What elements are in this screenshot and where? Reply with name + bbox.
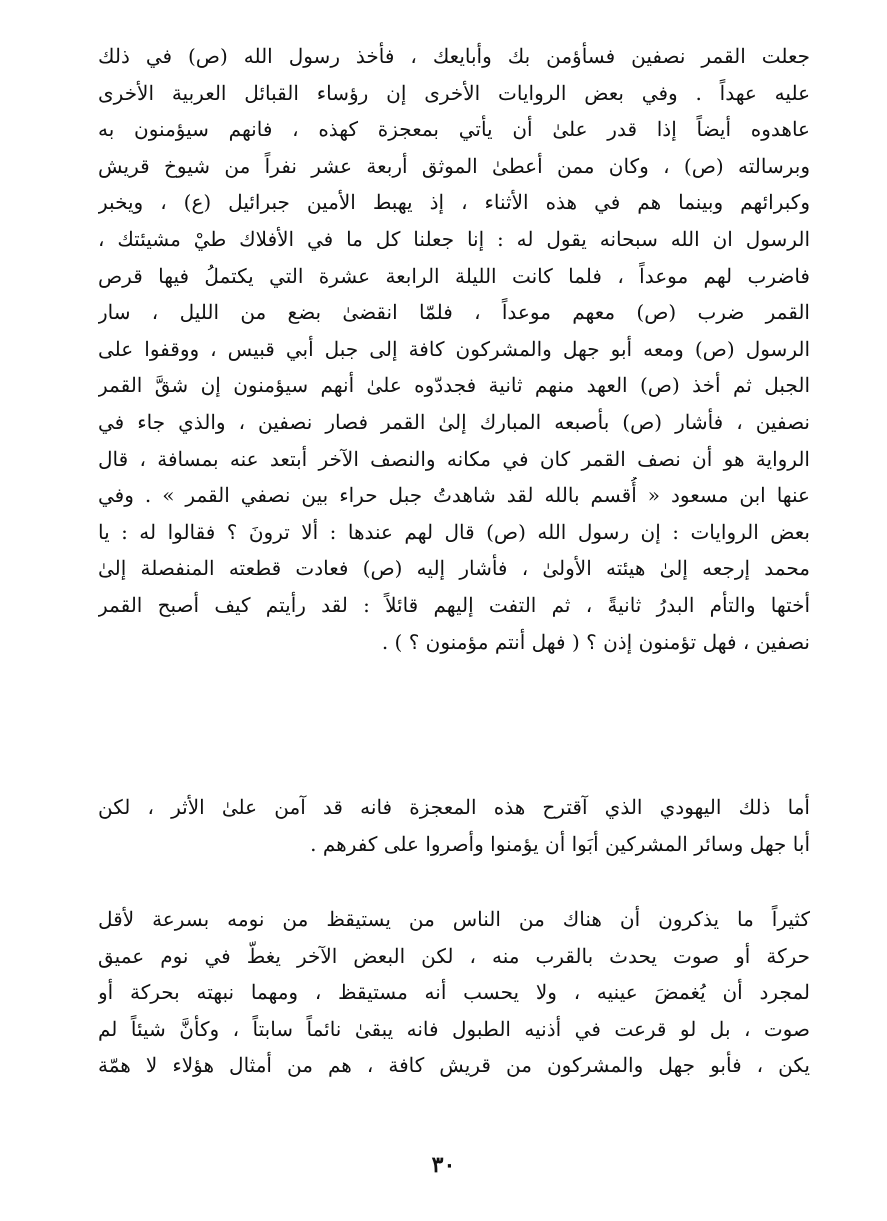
text-line: أبا جهل وسائر المشركين أبَوا أن يؤمنوا وأصروا على كفرهم . — [310, 831, 810, 856]
paragraph-3 — [98, 901, 810, 1084]
page-number: ٣٠ — [431, 1152, 456, 1178]
text-line: وبرسالته (ص) ، وكان ممن أعطىٰ الموثق أربعة عشر نفراً من شيوخ قريش — [98, 153, 810, 178]
text-line: الرواية هو أن نصف القمر كان في مكانه والنصف الآخر أبتعد عنه بمسافة ، قال — [98, 446, 810, 471]
text-line: الجبل ثم أخذ (ص) العهد منهم ثانية فجددّوه علىٰ أنهم سيؤمنون إن شقَّ القمر — [98, 373, 810, 398]
text-line: وكبرائهم وبينما هم في هذه الأثناء ، إذ يهبط الأمين جبرائيل (ع) ، ويخبر — [98, 190, 810, 215]
text-line: عليه عهداً . وفي بعض الروايات الأخرى إن رؤساء القبائل العربية الأخرى — [98, 80, 810, 105]
text-line: عنها ابن مسعود « أُقسم بالله لقد شاهدتُ جبل حراء بين نصفي القمر » . وفي — [98, 483, 810, 508]
text-line: القمر ضرب (ص) معهم موعداً ، فلمّا انقضىٰ بضع من الليل ، سار — [98, 300, 810, 325]
text-line: عاهدوه أيضاً إذا قدر علىٰ أن يأتي بمعجزة كهذه ، فانهم سيؤمنون به — [98, 117, 810, 142]
text-line: أما ذلك اليهودي الذي آقترح هذه المعجزة فانه قد آمن علىٰ الأثر ، لكن — [98, 795, 810, 819]
text-line: يكن ، فأبو جهل والمشركون من قريش كافة ، هم من أمثال هؤلاء لا همّة — [98, 1053, 810, 1078]
text-line: صوت ، بل لو قرعت في أذنيه الطبول فانه يبقىٰ نائماً سابتاً ، وكأنَّ شيئاً لم — [98, 1016, 810, 1041]
text-line: محمد إرجعه إلىٰ هيئته الأولىٰ ، فأشار إليه (ص) فعادت قطعته المنفصلة إلىٰ — [98, 556, 810, 581]
text-line: كثيراً ما يذكرون أن هناك من الناس من يستيقظ من نومه بسرعة لأقل — [98, 907, 810, 931]
paragraph-1 — [98, 38, 810, 660]
text-line: لمجرد أن يُغمضَ عينيه ، ولا يحسب أنه مستيقظ ، ومهما نبهته بحركة أو — [98, 980, 810, 1005]
text-line: نصفين ، فهل تؤمنون إذن ؟ ( فهل أنتم مؤمنون ؟ ) . — [381, 629, 810, 654]
text-line: جعلت القمر نصفين فسأؤمن بك وأبايعك ، فأخذ رسول الله (ص) في ذلك — [98, 44, 810, 68]
text-line: بعض الروايات : إن رسول الله (ص) قال لهم عندها : ألا ترونَ ؟ فقالوا له : يا — [98, 519, 810, 544]
paragraph-2 — [98, 789, 810, 862]
text-line: أختها والتأم البدرُ ثانيةً ، ثم التفت إليهم قائلاً : لقد رأيتم كيف أصبح القمر — [98, 592, 810, 617]
text-line: حركة أو صوت يحدث بالقرب منه ، لكن البعض الآخر يغطّ في نوم عميق — [98, 943, 810, 968]
text-line: نصفين ، فأشار (ص) بأصبعه المبارك إلىٰ القمر فصار نصفين ، والذي جاء في — [98, 409, 810, 434]
text-line: الرسول ان الله سبحانه يقول له : إنا جعلنا كل ما في الأفلاك طيْ مشيئتك ، — [98, 226, 810, 251]
text-line: فاضرب لهم موعداً ، فلما كانت الليلة الرابعة عشرة التي يكتملُ فيها قرص — [98, 263, 810, 288]
text-line: الرسول (ص) ومعه أبو جهل والمشركون كافة إلى جبل أبي قبيس ، ووقفوا على — [98, 336, 810, 361]
